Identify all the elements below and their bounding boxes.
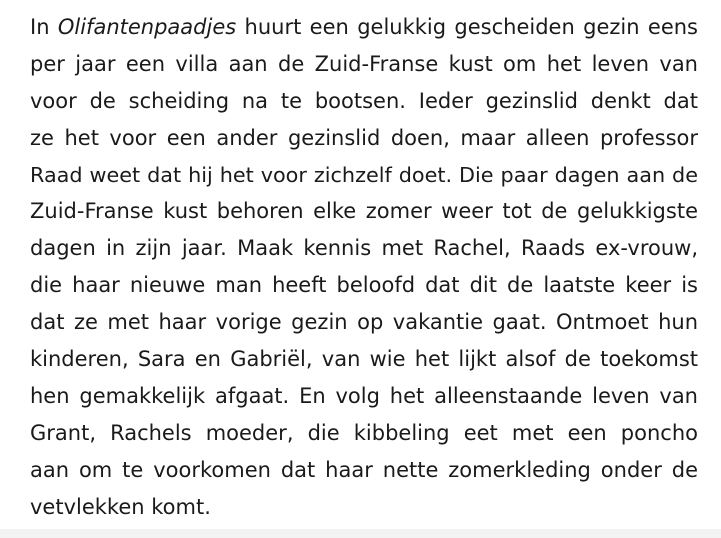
text-line-2: per jaar een villa aan de Zuid-Franse kust om het leven van <box>30 51 698 76</box>
text-line-14: vetvlekken komt. <box>30 494 211 519</box>
text-line-12: Grant, Rachels moeder, die kibbeling eet met een poncho <box>30 420 698 445</box>
book-title: Olifantenpaadjes <box>57 15 237 39</box>
text-line-11: hen gemakkelijk afgaat. En volg het alleenstaande leven van <box>30 383 698 408</box>
text-line-9: dat ze met haar vorige gezin op vakantie gaat. Ontmoet hun <box>30 310 698 335</box>
bottom-divider-strip <box>0 529 721 538</box>
line-1-start: In <box>30 15 58 39</box>
text-line-13: aan om te voorkomen dat haar nette zomerkleding onder de <box>30 457 698 482</box>
line-1-end: huurt een gelukkig gescheiden gezin eens <box>236 15 698 39</box>
text-line-10: kinderen, Sara en Gabriël, van wie het lijkt alsof de toekomst <box>30 347 698 372</box>
text-line-4: ze het voor een ander gezinslid doen, maar alleen professor <box>30 125 698 150</box>
book-description-paragraph <box>30 9 698 525</box>
text-line-3: voor de scheiding na te bootsen. Ieder gezinslid denkt dat <box>30 88 698 113</box>
text-line-8: die haar nieuwe man heeft beloofd dat dit de laatste keer is <box>30 273 698 298</box>
text-line-6: Zuid-Franse kust behoren elke zomer weer tot de gelukkigste <box>30 199 698 224</box>
text-line-5: Raad weet dat hij het voor zichzelf doet. Die paar dagen aan de <box>30 162 698 187</box>
text-line-7: dagen in zijn jaar. Maak kennis met Rachel, Raads ex-vrouw, <box>30 236 698 261</box>
text-line-1 <box>30 9 698 46</box>
